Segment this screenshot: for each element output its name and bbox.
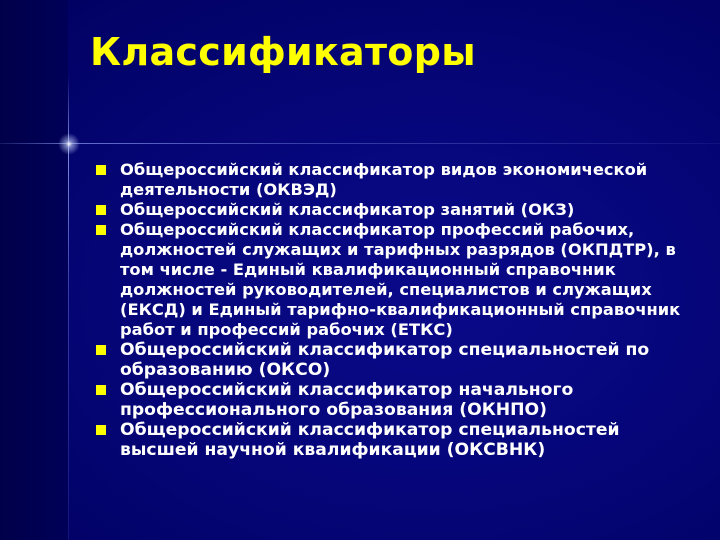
horizontal-decorative-line bbox=[0, 143, 720, 144]
list-item bbox=[96, 200, 686, 220]
list-item-text: Общероссийский классификатор начального профессионального образования (ОКНПО) bbox=[120, 380, 574, 420]
list-item-text: Общероссийский классификатор занятий (ОКЗ) bbox=[120, 200, 575, 219]
square-bullet-icon bbox=[96, 225, 106, 235]
list-item-text: Общероссийский классификатор видов экономической деятельности (ОКВЭД) bbox=[120, 160, 648, 199]
square-bullet-icon bbox=[96, 205, 106, 215]
left-decorative-band bbox=[0, 0, 68, 540]
square-bullet-icon bbox=[96, 385, 106, 395]
list-item-text: Общероссийский классификатор специальностей высшей научной квалификации (ОКСВНК) bbox=[120, 420, 620, 460]
list-item bbox=[96, 340, 686, 380]
square-bullet-icon bbox=[96, 345, 106, 355]
square-bullet-icon bbox=[96, 165, 106, 175]
slide-title: Классификаторы bbox=[90, 30, 476, 74]
sparkle-icon bbox=[58, 133, 80, 155]
square-bullet-icon bbox=[96, 425, 106, 435]
list-item bbox=[96, 380, 686, 420]
bullet-list bbox=[96, 160, 686, 460]
list-item bbox=[96, 420, 686, 460]
list-item bbox=[96, 220, 686, 340]
list-item bbox=[96, 160, 686, 200]
list-item-text: Общероссийский классификатор специальностей по образованию (ОКСО) bbox=[120, 340, 650, 380]
list-item-text: Общероссийский классификатор профессий рабочих, должностей служащих и тарифных разрядов (ОКПДТР), в том числе - Единый квалификационный справочник должностей руководителей, специалистов и служащих (ЕКСД) и Единый тарифно-квалификационный справочник работ и профессий рабочих (ЕТКС) bbox=[120, 220, 681, 339]
